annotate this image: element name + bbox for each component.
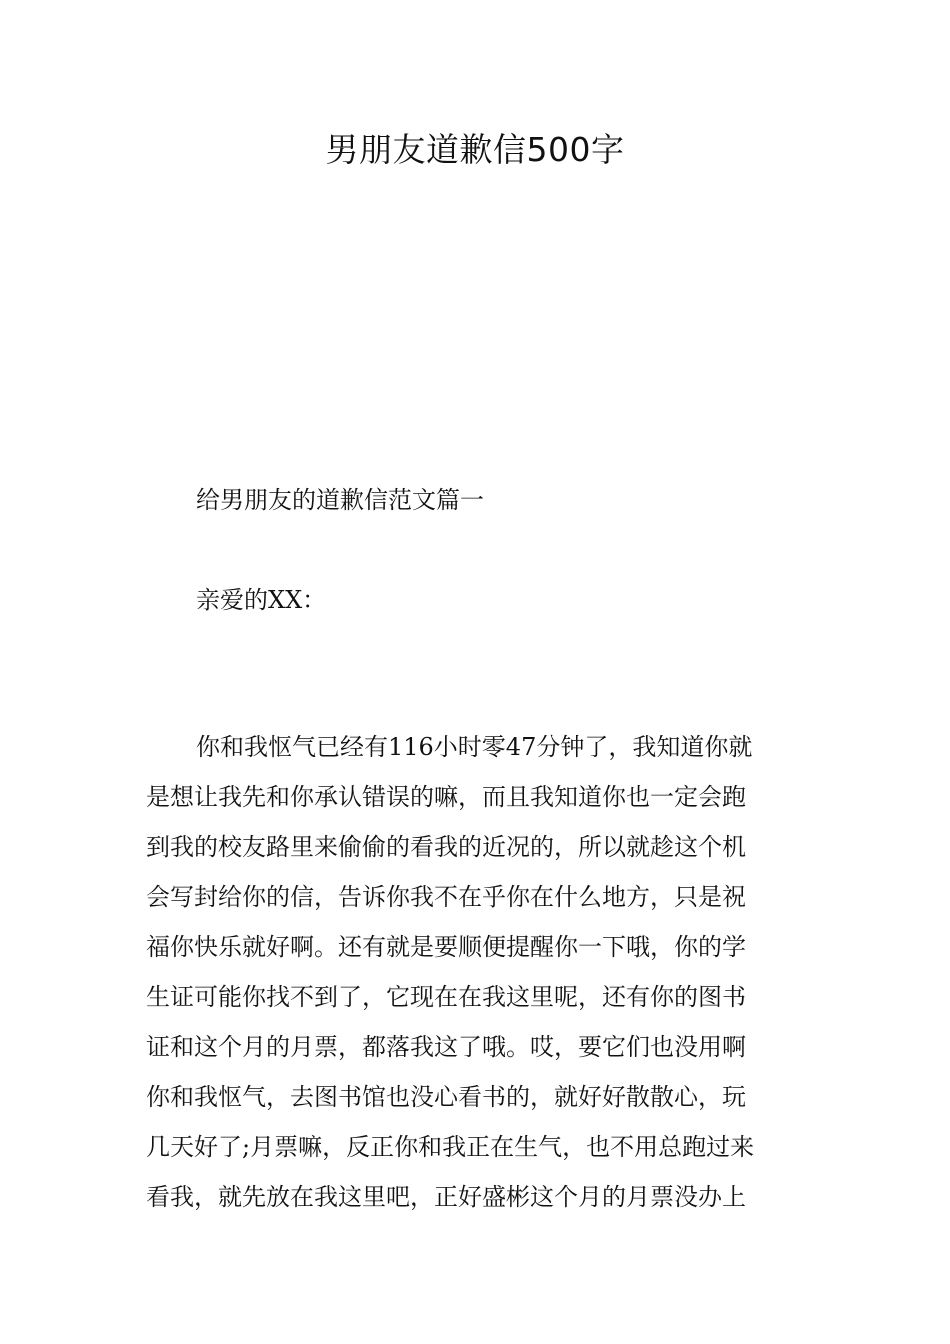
body-line: 到我的校友路里来偷偷的看我的近况的，所以就趁这个机 (146, 833, 746, 861)
body-line: 会写封给你的信，告诉你我不在乎你在什么地方，只是祝 (146, 883, 746, 911)
body-line: 证和这个月的月票，都落我这了哦。哎，要它们也没用啊 (146, 1033, 746, 1061)
body-line: 是想让我先和你承认错误的嘛，而且我知道你也一定会跑 (146, 783, 746, 811)
body-line: 你和我怄气已经有116小时零47分钟了，我知道你就 (196, 733, 753, 761)
body-line: 福你快乐就好啊。还有就是要顺便提醒你一下哦，你的学 (146, 933, 746, 961)
body-line: 看我，就先放在我这里吧，正好盛彬这个月的月票没办上 (146, 1183, 746, 1211)
document-title: 男朋友道歉信500字 (325, 130, 625, 169)
body-line: 你和我怄气，去图书馆也没心看书的，就好好散散心，玩 (146, 1083, 746, 1111)
body-line: 生证可能你找不到了，它现在在我这里呢，还有你的图书 (146, 983, 746, 1011)
letter-salutation: 亲爱的XX： (196, 586, 327, 614)
body-line: 几天好了;月票嘛，反正你和我正在生气，也不用总跑过来 (146, 1133, 755, 1161)
letter-body (146, 730, 806, 1230)
section-heading: 给男朋友的道歉信范文篇一 (196, 486, 484, 514)
